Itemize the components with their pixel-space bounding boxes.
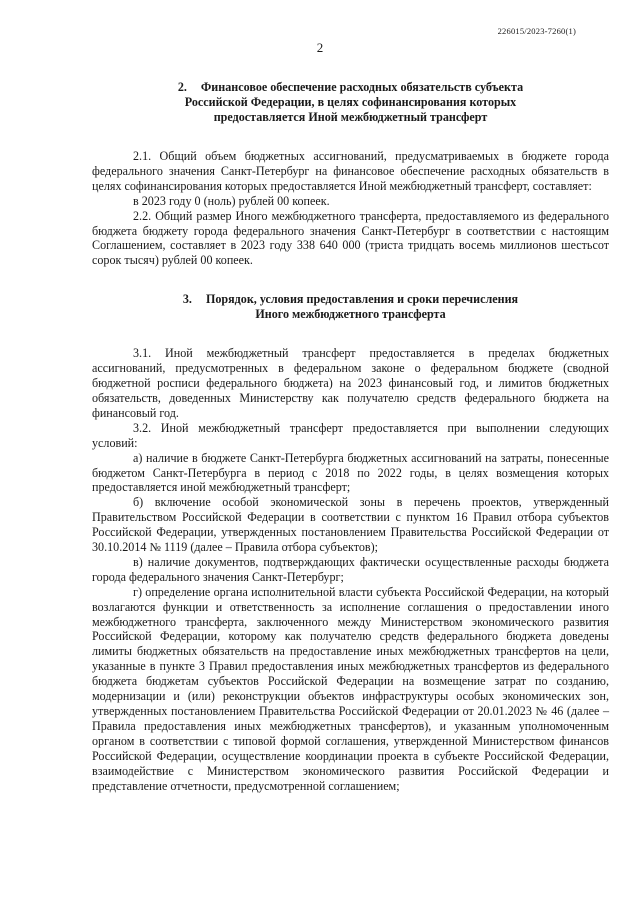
page-number: 2 [316, 40, 324, 55]
paragraph-3-1: 3.1. Иной межбюджетный трансферт предоставляется в пределах бюджетных ассигнований, предусмотренных в федеральном законе о федеральном бюджете (сводной бюджетной росписи федерального бюджета) на 2023 финансовый год, и лимитов бюджетных обязательств, доведенных Министерству как получателю средств федерального бюджета на финансовый год. [92, 346, 609, 420]
section-3-heading [92, 292, 609, 322]
paragraph-2-2: 2.2. Общий размер Иного межбюджетного трансферта, предоставляемого из федерального бюджета бюджету города федерального значения Санкт-Петербург в соответствии с настоящим Соглашением, составляет в 2023 году 338 640 000 (триста тридцать восемь миллионов шестьсот сорок тысяч) рублей 00 копеек. [92, 208, 609, 268]
paragraph-2-1-year: в 2023 году 0 (ноль) рублей 00 копеек. [133, 193, 330, 208]
section-2-heading [92, 80, 609, 125]
section-2-title-line-3: предоставляется Иной межбюджетный трансферт [213, 110, 488, 124]
paragraph-2-1: 2.1. Общий объем бюджетных ассигнований, предусматриваемых в бюджете города федерального значения Санкт-Петербург на финансовое обеспечение расходных обязательств в целях софинансирования которых предоставляется Иной межбюджетный трансферт, составляет: [92, 149, 609, 193]
section-2-number: 2. [177, 80, 187, 94]
condition-g: г) определение органа исполнительной власти субъекта Российской Федерации, на который возлагаются функции и ответственность за исполнение соглашения о предоставлении иного межбюджетного трансферта, заключенного между Министерством экономического развития Российской Федерации, которому как получателю средств федерального бюджета доведены лимиты бюджетных обязательств на предоставление иных межбюджетных трансфертов на цели, указанные в пункте 3 Правил предоставления иных межбюджетных трансфертов из федерального бюджета бюджетам субъектов Российской Федерации на возмещение затрат по созданию, модернизации и (или) реконструкции объектов инфраструктуры особых экономических зон, утвержденных постановлением Правительства Российской Федерации от 20.01.2023 № 46 (далее – Правила предоставления иных межбюджетных трансфертов), и указанным уполномоченным органом в соответствии с типовой формой соглашения, утвержденной Министерством финансов Российской Федерации, осуществление координации проекта в субъекте Российской Федерации, взаимодействие с Министерством экономического развития Российской Федерации и представление отчетности, предусмотренной соглашением; [92, 584, 609, 793]
section-2-title-line-2: Российской Федерации, в целях софинансирования которых [184, 95, 517, 109]
section-3-number: 3. [182, 292, 192, 307]
condition-b: б) включение особой экономической зоны в перечень проектов, утвержденный Правительством Российской Федерации в соответствии с пунктом 16 Правил отбора субъектов Российской Федерации, утвержденных постановлением Правительства Российской Федерации от 30.10.2014 № 1119 (далее – Правила отбора субъектов); [92, 495, 609, 555]
paragraph-3-2: 3.2. Иной межбюджетный трансферт предоставляется при выполнении следующих условий: [92, 420, 609, 450]
section-2-title-line-1: 2. Финансовое обеспечение расходных обязательств субъекта [177, 80, 524, 94]
condition-v: в) наличие документов, подтверждающих фактически осуществленные расходы бюджета города федерального значения Санкт-Петербург; [92, 554, 609, 584]
document-number: 226015/2023-7260(1) [497, 26, 576, 36]
condition-a: а) наличие в бюджете Санкт-Петербурга бюджетных ассигнований на затраты, понесенные бюджетом Санкт-Петербурга в период с 2018 по 2022 годы, в целях возмещения которых предоставляется иной межбюджетный трансферт; [92, 450, 609, 495]
section-3-title-line-2: Иного межбюджетного трансферта [255, 307, 446, 322]
document-body [92, 80, 609, 793]
section-3-title-line-1: 3. Порядок, условия предоставления и сроки перечисления [182, 292, 519, 307]
